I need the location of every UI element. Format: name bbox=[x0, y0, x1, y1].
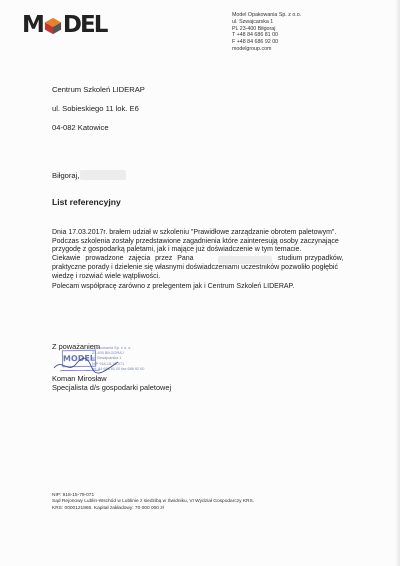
handwritten-signature bbox=[52, 354, 122, 376]
company-logo bbox=[22, 12, 106, 38]
stamp-line: Opakowania Sp. z o. o. bbox=[92, 346, 132, 350]
recipient-name: Centrum Szkoleń LIDERAP bbox=[52, 85, 145, 94]
company-line: T +48 84 686 81 00 bbox=[232, 32, 278, 39]
body-line: praktyczne porady i dzielenie się własnymi doświadczeniami uczestników pozwoliło pogłębić bbox=[52, 263, 338, 271]
company-line: modelgroup.com bbox=[232, 45, 272, 52]
company-line: PL 23-400 Biłgoraj bbox=[232, 25, 276, 32]
footer-line: NIP: 918-15-79-071 bbox=[52, 493, 95, 498]
footer-line: KRS: 0000121866. Kapitał zakładowy: 70 000 000 zł bbox=[52, 505, 164, 511]
body-line: Dnia 17.03.2017r. brałem udział w szkoleniu "Prawidłowe zarządzanie obrotem paletowym". bbox=[52, 229, 337, 236]
scan-edge-shadow bbox=[395, 0, 400, 566]
stamp-line: 23-400 BIŁGORAJ bbox=[92, 351, 124, 356]
company-address bbox=[232, 12, 301, 53]
stamp-line: tel. 84 686 81 00 fax 686 92 00 bbox=[92, 366, 145, 371]
company-line: Model Opakowania Sp. z o.o. bbox=[232, 12, 302, 18]
footer-legal bbox=[52, 493, 254, 512]
model-cube-logo-icon bbox=[44, 17, 62, 35]
recipient-street: ul. Sobieskiego 11 lok. E6 bbox=[52, 104, 139, 113]
body-line: Podczas szkolenia zostały przedstawione zagadnienia które zainteresują osoby zaczynające bbox=[52, 237, 339, 245]
body-line: przygodę z gospodarką paletami, jak i mające już doświadczenie w tym temacie. bbox=[52, 246, 302, 254]
body-line-split bbox=[52, 255, 352, 264]
stamp-line: NIP 918-15-79-071 bbox=[92, 361, 125, 366]
signer-block bbox=[52, 374, 171, 392]
letter-title: List referencyjny bbox=[52, 197, 121, 207]
redacted-date bbox=[80, 170, 126, 180]
body-line: Ciekawie prowadzone zajęcia przez Pana bbox=[52, 255, 194, 263]
stamp-logo: MODEL bbox=[62, 350, 96, 368]
body-line: wiedzę i rozwiać wiele wątpliwości. bbox=[52, 272, 161, 280]
company-line: F +48 84 686 92 00 bbox=[232, 39, 279, 46]
footer-line: Sąd Rejonowy Lublin-Wschód w Lublinie z siedzibą w Świdniku, VI Wydział Gospodarczy KRS. bbox=[52, 499, 255, 505]
signer-position: Specjalista d/s gospodarki paletowej bbox=[52, 383, 172, 392]
recipient-city: 04-082 Katowice bbox=[52, 123, 109, 132]
place-date: Biłgoraj, bbox=[52, 171, 80, 180]
logo-text-right: DEL bbox=[62, 12, 107, 38]
signer-name: Koman Mirosław bbox=[52, 374, 107, 383]
logo-text-left: M bbox=[22, 12, 43, 38]
company-line: ul. Szwajcarska 1 bbox=[232, 18, 274, 25]
closing-sentence: Polecam współpracę zarówno z prelegentem jak i Centrum Szkoleń LIDERAP. bbox=[52, 283, 295, 290]
redacted-name bbox=[218, 256, 272, 264]
regards-text: Z poważaniem bbox=[52, 342, 101, 351]
stamp-line: ul. Szwajcarska 1 bbox=[92, 356, 122, 361]
letter-body bbox=[52, 229, 352, 281]
body-line: studium przypadków, bbox=[278, 255, 344, 263]
